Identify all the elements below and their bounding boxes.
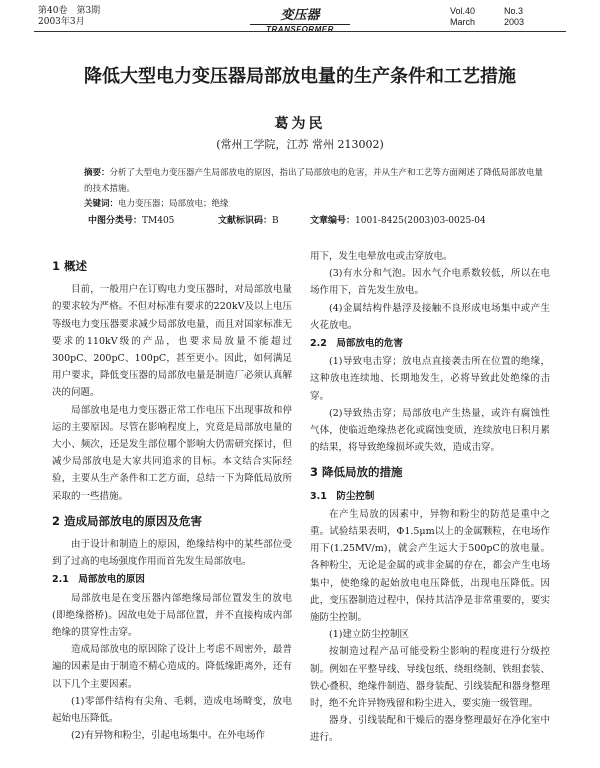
- journal-name-cn: 变压器: [280, 7, 320, 22]
- section-3-1-paragraph-1: 在产生局放的因素中，异物和粉尘的防范是重中之重。试验结果表明，Φ1.5μm以上的金属颗粒，在电场作用下(1.25MV/m)，就会产生远大于500pC的放电量。各种粉尘，无论是金属的或非金属的存在，都会产生电场集中，使绝缘的起始放电电压降低，出现电压降低。因此，变压器制造过程中，保持其洁净是非常重要的，要实施防尘控制。: [310, 508, 550, 624]
- section-2-paragraph-1: 由于设计和制造上的原因，绝缘结构中的某些部位受到了过高的电场强度作用而首先发生局部放电。: [52, 539, 292, 568]
- section-2-1-item-2: (2)有异物和粉尘，引起电场集中。在外电场作: [71, 730, 265, 742]
- section-2-1-item-4: (4)金属结构件悬浮及接触不良形成电场集中或产生火花放电。: [310, 302, 550, 331]
- clc-label: 中图分类号：: [88, 216, 143, 226]
- paper-title: 降低大型电力变压器局部放电量的生产条件和工艺措施: [84, 66, 516, 87]
- volume-en: Vol.40: [450, 6, 476, 16]
- section-3-1-item-paragraph-2: 器身、引线装配和干燥后的器身整理最好在净化室中进行。: [310, 715, 550, 744]
- section-2-1-item-3: (3)有水分和气泡。因水气介电系数较低，所以在电场作用下，首先发生放电。: [310, 268, 550, 297]
- doc-label: 文献标识码：: [218, 216, 273, 226]
- journal-header: [0, 0, 600, 34]
- keywords: [84, 196, 544, 212]
- section-2-2-item-2: (2)导致热击穿；局部放电产生热量，或许有腐蚀性气体，使临近绝缘热老化或腐蚀变质，连续放电日积月累的结果，将导致绝缘损坏或失效，造成击穿。: [310, 407, 550, 454]
- left-column: [52, 248, 292, 744]
- article-value: 1001-8425(2003)03-0025-04: [355, 216, 486, 226]
- doc-code: [218, 213, 279, 226]
- section-2-1-paragraph-1: 局部放电是在变压器内部绝缘局部位置发生的放电(即绝缘搭桥)。因故电处于局部位置，并不直接构成内部绝缘的贯穿性击穿。: [52, 592, 292, 639]
- clc-number: [88, 213, 174, 226]
- section-3-1-heading: 3.1 防尘控制: [310, 490, 375, 502]
- abstract-label: 摘要：: [84, 168, 110, 178]
- section-3-1-subheading: (1)建立防尘控制区: [329, 629, 409, 641]
- issue-date-cn: 2003年3月: [38, 17, 85, 27]
- keywords-text: 电力变压器；局部放电；绝缘: [118, 199, 229, 209]
- section-2-heading: 2 造成局部放电的原因及危害: [52, 513, 203, 528]
- clc-value: TM405: [142, 216, 175, 226]
- continued-text: 用下，发生电晕放电或击穿放电。: [310, 251, 453, 262]
- section-3-1-item-paragraph-1: 按制造过程产品可能受粉尘影响的程度进行分级控制。例如在平整导线、导线包纸、绕组绕制、铁组套装、铁心叠积、绝缘件制造、器身装配、引线装配和器身整理时，绝不允许异物残留和粉尘进入，要实施一级管理。: [310, 646, 550, 710]
- section-2-1-heading: 2.1 局部放电的原因: [52, 574, 145, 586]
- section-2-1-item-1: (1)零部件结构有尖角、毛刺，造成电场畸变，放电起始电压降低。: [52, 695, 292, 725]
- abstract: [84, 165, 544, 197]
- abstract-text: 分析了大型电力变压器产生局部放电的原因，指出了局部放电的危害，并从生产和工艺等方面阐述了降低局部放电量的技术措施。: [84, 168, 544, 194]
- section-3-heading: 3 降低局放的措施: [310, 465, 403, 480]
- section-2-2-heading: 2.2 局部放电的危害: [310, 338, 403, 350]
- section-2-2-item-1: (1)导致电击穿；放电点直接袭击所在位置的绝缘，这种放电连续地、长期地发生，必将导致此处绝缘的击穿。: [310, 356, 550, 402]
- month-en: March: [450, 17, 476, 27]
- volume-issue-cn: 第40卷 第3期: [38, 6, 101, 16]
- journal-name-en: TRANSFORMER: [250, 24, 350, 34]
- keywords-label: 关键词：: [84, 199, 119, 209]
- section-1-paragraph-1: 目前，一般用户在订购电力变压器时，对局部放电量的要求较为严格。不但对标准有要求的220kV及以上电压等级电力变压器要求减少局部放电量，而且对国家标准无要求的110kV级的产品，也要求局放量不能超过300pC、200pC、100pC，甚至更小。因此，如何满足用户要求，降低变压器的局部放电量是制造厂必须认真解决的问题。: [52, 284, 292, 399]
- number-en: No.3: [504, 6, 524, 16]
- section-1-paragraph-2: 局部放电是电力变压器正常工作电压下出现事故和停运的主要原因。尽管在影响程度上，究竟是局部放电量的大小、频次，还是发生部位哪个影响大仍需研究探讨，但减少局部放电是大家共同追求的目标。本文结合实际经验，主要从生产条件和工艺方面，总结一下为降低局放所采取的一些措施。: [52, 404, 292, 502]
- year-en: 2003: [504, 17, 525, 27]
- article-number: [310, 213, 486, 226]
- article-label: 文章编号：: [310, 216, 356, 226]
- section-2-1-paragraph-2: 造成局部放电的原因除了设计上考虑不周密外，最普遍的因素是由于制造不精心造成的。降低缘距离外，还有以下几个主要因素。: [52, 644, 292, 690]
- author: 葛为民: [274, 116, 326, 132]
- header-left: [38, 6, 100, 28]
- right-column: [310, 248, 550, 747]
- section-1-heading: 1 概述: [52, 259, 88, 273]
- affiliation: (常州工学院，江苏 常州 213002): [216, 138, 384, 151]
- doc-value: B: [272, 216, 279, 226]
- header-right: [450, 6, 558, 28]
- header-rule: [34, 31, 566, 32]
- journal-logo: [250, 4, 350, 34]
